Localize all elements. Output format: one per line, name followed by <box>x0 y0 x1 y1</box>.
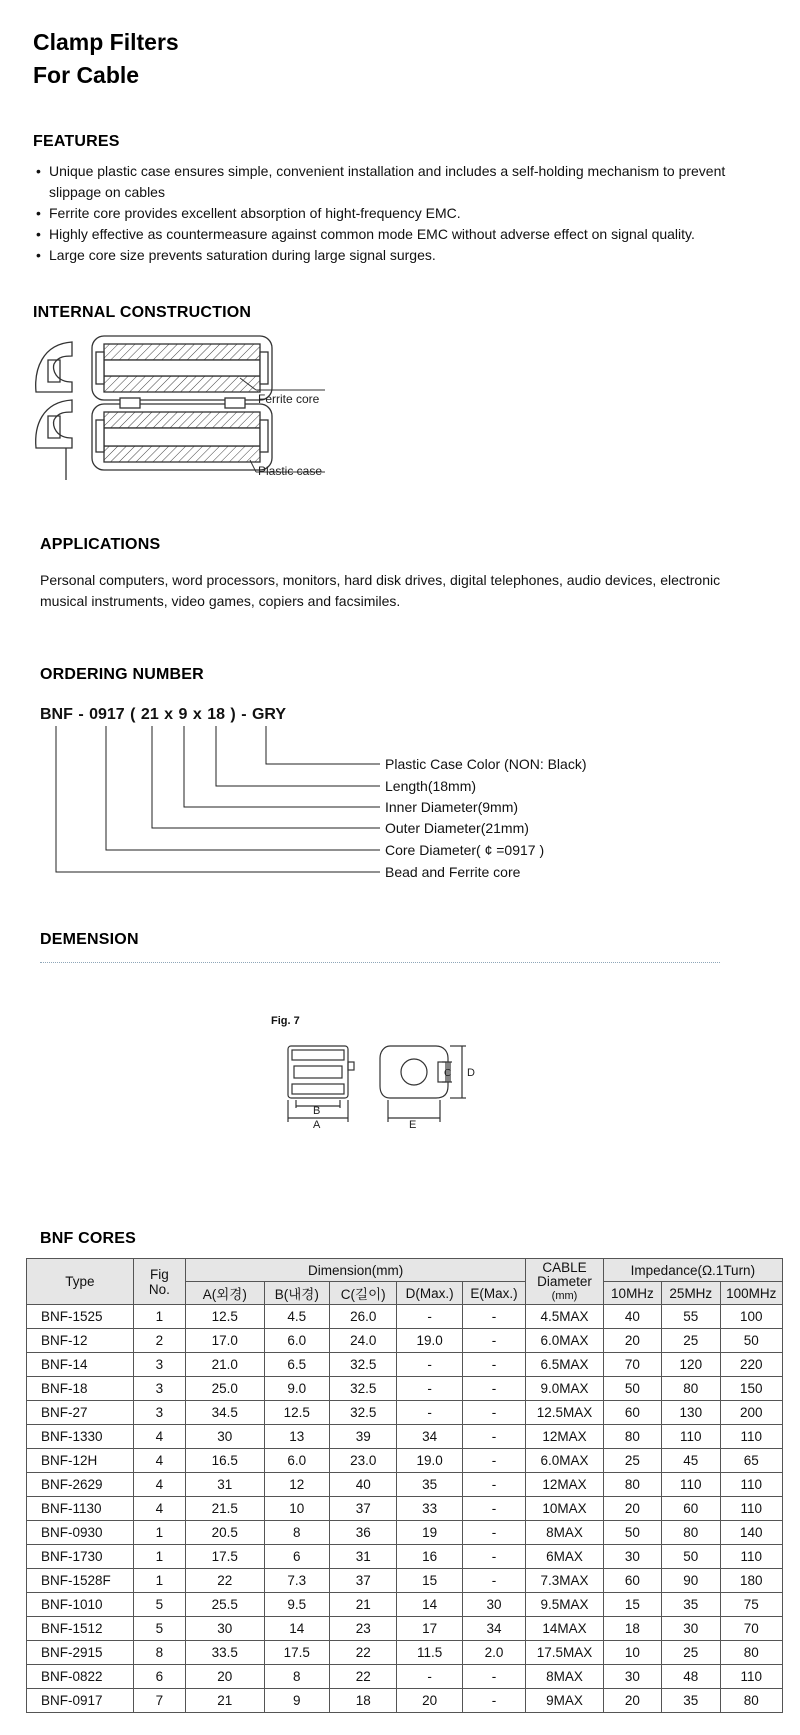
table-row <box>27 1305 783 1329</box>
table-cell: 20 <box>603 1329 661 1353</box>
col-header-dimension: Dimension(mm) <box>186 1259 526 1282</box>
table-cell: 32.5 <box>329 1377 396 1401</box>
features-list <box>36 161 746 266</box>
table-cell: 31 <box>186 1473 265 1497</box>
table-cell: 8MAX <box>526 1521 604 1545</box>
col-header-dim-a: A(외경) <box>186 1282 265 1305</box>
table-cell: 16 <box>397 1545 462 1569</box>
table-cell: 12.5MAX <box>526 1401 604 1425</box>
table-cell: 6MAX <box>526 1545 604 1569</box>
table-cell: - <box>397 1401 462 1425</box>
table-cell: 45 <box>662 1449 720 1473</box>
core-type-cell: BNF-0917 <box>27 1689 134 1713</box>
table-cell: 40 <box>329 1473 396 1497</box>
core-type-cell: BNF-1130 <box>27 1497 134 1521</box>
page-title-line-1: Clamp Filters <box>33 29 179 55</box>
table-cell: 7.3MAX <box>526 1569 604 1593</box>
table-cell: 14 <box>264 1617 329 1641</box>
table-cell: - <box>462 1665 525 1689</box>
dim-letter-d: D <box>467 1067 475 1079</box>
page-title <box>33 26 179 92</box>
feature-item: • Unique plastic case ensures simple, convenient installation and includes a self-holding mechanism to prevent slippage on cables <box>36 161 746 203</box>
table-row <box>27 1401 783 1425</box>
table-cell: 3 <box>133 1353 185 1377</box>
table-cell: 1 <box>133 1569 185 1593</box>
table-cell: 4 <box>133 1473 185 1497</box>
core-type-cell: BNF-0822 <box>27 1665 134 1689</box>
table-cell: 33 <box>397 1497 462 1521</box>
table-cell: 1 <box>133 1545 185 1569</box>
table-cell: 180 <box>720 1569 783 1593</box>
table-cell: 20 <box>603 1497 661 1521</box>
table-cell: - <box>462 1521 525 1545</box>
table-cell: 7 <box>133 1689 185 1713</box>
feature-item: • Large core size prevents saturation during large signal surges. <box>36 245 746 266</box>
core-type-cell: BNF-0930 <box>27 1521 134 1545</box>
table-cell: 18 <box>603 1617 661 1641</box>
col-header-10mhz: 10MHz <box>603 1282 661 1305</box>
table-cell: - <box>462 1377 525 1401</box>
table-row <box>27 1473 783 1497</box>
core-type-cell: BNF-12H <box>27 1449 134 1473</box>
feature-item: • Highly effective as countermeasure against common mode EMC without adverse effect on signal quality. <box>36 224 746 245</box>
table-cell: 15 <box>603 1593 661 1617</box>
table-cell: 60 <box>603 1569 661 1593</box>
core-type-cell: BNF-12 <box>27 1329 134 1353</box>
table-cell: 25.5 <box>186 1593 265 1617</box>
core-type-cell: BNF-27 <box>27 1401 134 1425</box>
table-cell: 110 <box>720 1665 783 1689</box>
table-cell: 20.5 <box>186 1521 265 1545</box>
table-cell: 110 <box>720 1545 783 1569</box>
table-cell: 35 <box>662 1593 720 1617</box>
table-cell: 30 <box>462 1593 525 1617</box>
core-type-cell: BNF-2915 <box>27 1641 134 1665</box>
dim-letter-e: E <box>409 1119 417 1131</box>
table-cell: 24.0 <box>329 1329 396 1353</box>
table-cell: 4.5MAX <box>526 1305 604 1329</box>
table-cell: 80 <box>662 1377 720 1401</box>
table-cell: 25 <box>603 1449 661 1473</box>
table-cell: 6.0 <box>264 1329 329 1353</box>
table-cell: 50 <box>720 1329 783 1353</box>
table-cell: - <box>462 1473 525 1497</box>
page-title-line-2: For Cable <box>33 62 140 88</box>
label-plastic-case: Plastic case <box>258 464 323 478</box>
table-cell: 17 <box>397 1617 462 1641</box>
table-row <box>27 1617 783 1641</box>
table-cell: 110 <box>720 1473 783 1497</box>
core-type-cell: BNF-2629 <box>27 1473 134 1497</box>
features-heading: FEATURES <box>33 133 120 150</box>
table-cell: 30 <box>186 1425 265 1449</box>
table-cell: 4 <box>133 1497 185 1521</box>
fig-label: Fig. 7 <box>271 1015 300 1027</box>
construction-heading: INTERNAL CONSTRUCTION <box>33 304 252 321</box>
col-header-25mhz: 25MHz <box>662 1282 720 1305</box>
table-cell: - <box>462 1497 525 1521</box>
table-cell: 40 <box>603 1305 661 1329</box>
table-cell: 30 <box>662 1617 720 1641</box>
table-cell: 110 <box>720 1425 783 1449</box>
table-cell: 10 <box>603 1641 661 1665</box>
table-cell: 32.5 <box>329 1401 396 1425</box>
table-cell: 80 <box>662 1521 720 1545</box>
table-row <box>27 1641 783 1665</box>
order-label-length: Length(18mm) <box>385 778 477 794</box>
table-cell: 48 <box>662 1665 720 1689</box>
table-cell: 50 <box>603 1521 661 1545</box>
table-row <box>27 1377 783 1401</box>
table-cell: - <box>462 1305 525 1329</box>
table-row <box>27 1425 783 1449</box>
table-cell: 6.0 <box>264 1449 329 1473</box>
table-cell: 19 <box>397 1521 462 1545</box>
table-cell: - <box>462 1353 525 1377</box>
table-cell: - <box>462 1449 525 1473</box>
table-cell: 10 <box>264 1497 329 1521</box>
core-type-cell: BNF-18 <box>27 1377 134 1401</box>
table-cell: - <box>462 1329 525 1353</box>
table-cell: 34 <box>462 1617 525 1641</box>
table-cell: - <box>462 1425 525 1449</box>
table-cell: 16.5 <box>186 1449 265 1473</box>
table-cell: 14 <box>397 1593 462 1617</box>
table-cell: 37 <box>329 1569 396 1593</box>
table-cell: 80 <box>720 1689 783 1713</box>
table-cell: 39 <box>329 1425 396 1449</box>
order-label-inner-diameter: Inner Diameter(9mm) <box>385 799 519 815</box>
table-cell: - <box>397 1353 462 1377</box>
table-row <box>27 1545 783 1569</box>
table-cell: 200 <box>720 1401 783 1425</box>
core-type-cell: BNF-14 <box>27 1353 134 1377</box>
table-cell: 5 <box>133 1617 185 1641</box>
table-cell: 25.0 <box>186 1377 265 1401</box>
applications-text: Personal computers, word processors, monitors, hard disk drives, digital telephones, audio devices, electronic musical instruments, video games, copiers and facsimiles. <box>40 572 721 609</box>
col-header-dim-d: D(Max.) <box>397 1282 462 1305</box>
core-type-cell: BNF-1512 <box>27 1617 134 1641</box>
table-cell: 14MAX <box>526 1617 604 1641</box>
table-cell: 36 <box>329 1521 396 1545</box>
col-header-dim-c: C(길이) <box>329 1282 396 1305</box>
table-cell: 100 <box>720 1305 783 1329</box>
table-cell: 21 <box>186 1689 265 1713</box>
table-cell: 20 <box>186 1665 265 1689</box>
table-cell: 35 <box>662 1689 720 1713</box>
table-cell: 19.0 <box>397 1449 462 1473</box>
table-cell: - <box>397 1377 462 1401</box>
table-cell: 90 <box>662 1569 720 1593</box>
table-cell: 19.0 <box>397 1329 462 1353</box>
table-cell: 130 <box>662 1401 720 1425</box>
table-cell: 17.5MAX <box>526 1641 604 1665</box>
table-cell: 110 <box>720 1497 783 1521</box>
ordering-leader-lines <box>40 724 400 884</box>
table-cell: 35 <box>397 1473 462 1497</box>
table-cell: 9 <box>264 1689 329 1713</box>
table-cell: 22 <box>329 1641 396 1665</box>
fig7-drawing <box>266 1010 496 1140</box>
table-cell: 120 <box>662 1353 720 1377</box>
table-cell: 9MAX <box>526 1689 604 1713</box>
core-type-cell: BNF-1730 <box>27 1545 134 1569</box>
fig7-side-view <box>380 1046 466 1122</box>
table-cell: 70 <box>603 1353 661 1377</box>
dim-letter-a: A <box>313 1119 321 1131</box>
table-cell: 17.5 <box>264 1641 329 1665</box>
table-cell: 6 <box>264 1545 329 1569</box>
table-cell: 34 <box>397 1425 462 1449</box>
table-cell: 6.5 <box>264 1353 329 1377</box>
cores-table <box>26 1258 783 1713</box>
core-type-cell: BNF-1528F <box>27 1569 134 1593</box>
side-view-bottom <box>36 400 72 480</box>
table-cell: 70 <box>720 1617 783 1641</box>
core-type-cell: BNF-1010 <box>27 1593 134 1617</box>
table-cell: 12.5 <box>186 1305 265 1329</box>
table-cell: 6.0MAX <box>526 1449 604 1473</box>
table-cell: 12MAX <box>526 1473 604 1497</box>
ordering-heading: ORDERING NUMBER <box>40 666 204 683</box>
table-cell: 2.0 <box>462 1641 525 1665</box>
table-cell: 23.0 <box>329 1449 396 1473</box>
table-cell: 26.0 <box>329 1305 396 1329</box>
table-row <box>27 1521 783 1545</box>
table-cell: 12 <box>264 1473 329 1497</box>
table-cell: 50 <box>662 1545 720 1569</box>
case-bottom <box>92 398 272 470</box>
table-cell: 13 <box>264 1425 329 1449</box>
dim-letter-b: B <box>313 1105 321 1117</box>
cores-table-body <box>27 1305 783 1713</box>
table-cell: 1 <box>133 1521 185 1545</box>
order-label-outer-diameter: Outer Diameter(21mm) <box>385 820 529 836</box>
table-cell: 8 <box>264 1665 329 1689</box>
table-cell: 20 <box>603 1689 661 1713</box>
table-cell: 20 <box>397 1689 462 1713</box>
table-cell: 30 <box>186 1617 265 1641</box>
table-cell: 17.5 <box>186 1545 265 1569</box>
table-cell: 11.5 <box>397 1641 462 1665</box>
table-row <box>27 1689 783 1713</box>
table-cell: 55 <box>662 1305 720 1329</box>
table-cell: 10MAX <box>526 1497 604 1521</box>
col-header-fig: Fig No. <box>133 1259 185 1305</box>
label-ferrite-core: Ferrite core <box>258 392 320 406</box>
table-row <box>27 1353 783 1377</box>
table-cell: 22 <box>329 1665 396 1689</box>
col-header-impedance: Impedance(Ω.1Turn) <box>603 1259 782 1282</box>
core-type-cell: BNF-1330 <box>27 1425 134 1449</box>
table-cell: - <box>462 1569 525 1593</box>
table-cell: 1 <box>133 1305 185 1329</box>
table-row <box>27 1329 783 1353</box>
table-cell: 2 <box>133 1329 185 1353</box>
table-cell: 15 <box>397 1569 462 1593</box>
table-row <box>27 1569 783 1593</box>
table-cell: 18 <box>329 1689 396 1713</box>
table-cell: 4 <box>133 1449 185 1473</box>
table-cell: 6.0MAX <box>526 1329 604 1353</box>
table-cell: 80 <box>720 1641 783 1665</box>
table-cell: 9.5 <box>264 1593 329 1617</box>
table-cell: 25 <box>662 1329 720 1353</box>
table-row <box>27 1449 783 1473</box>
table-cell: 21.0 <box>186 1353 265 1377</box>
table-cell: 4 <box>133 1425 185 1449</box>
table-cell: 6.5MAX <box>526 1353 604 1377</box>
applications-heading: APPLICATIONS <box>40 536 161 553</box>
table-cell: 21.5 <box>186 1497 265 1521</box>
table-cell: 5 <box>133 1593 185 1617</box>
table-cell: - <box>462 1401 525 1425</box>
table-row <box>27 1497 783 1521</box>
table-cell: 50 <box>603 1377 661 1401</box>
construction-drawing <box>30 330 350 490</box>
table-cell: 17.0 <box>186 1329 265 1353</box>
ordering-code: BNF - 0917 ( 21 x 9 x 18 ) - GRY <box>40 706 287 723</box>
cores-heading: BNF CORES <box>40 1230 137 1247</box>
table-cell: 33.5 <box>186 1641 265 1665</box>
side-view-top <box>36 342 72 392</box>
table-cell: 30 <box>603 1545 661 1569</box>
table-cell: 31 <box>329 1545 396 1569</box>
table-cell: 8 <box>133 1641 185 1665</box>
table-cell: 4.5 <box>264 1305 329 1329</box>
table-cell: 8MAX <box>526 1665 604 1689</box>
feature-item: • Ferrite core provides excellent absorption of hight-frequency EMC. <box>36 203 746 224</box>
table-cell: 21 <box>329 1593 396 1617</box>
table-cell: 6 <box>133 1665 185 1689</box>
table-cell: 23 <box>329 1617 396 1641</box>
table-row <box>27 1593 783 1617</box>
fig7-front-view <box>288 1046 354 1122</box>
dimension-heading: DEMENSION <box>40 931 139 948</box>
table-row <box>27 1665 783 1689</box>
table-cell: 32.5 <box>329 1353 396 1377</box>
table-cell: 80 <box>603 1425 661 1449</box>
table-cell: 220 <box>720 1353 783 1377</box>
table-cell: 8 <box>264 1521 329 1545</box>
table-cell: 3 <box>133 1401 185 1425</box>
case-top <box>92 336 272 400</box>
col-header-dim-e: E(Max.) <box>462 1282 525 1305</box>
table-cell: - <box>397 1305 462 1329</box>
dotted-divider <box>40 962 720 963</box>
table-cell: 110 <box>662 1473 720 1497</box>
table-cell: 65 <box>720 1449 783 1473</box>
table-cell: 150 <box>720 1377 783 1401</box>
table-cell: - <box>462 1689 525 1713</box>
order-label-case-color: Plastic Case Color (NON: Black) <box>385 756 587 772</box>
dim-letter-c: C <box>444 1068 452 1079</box>
table-cell: 12.5 <box>264 1401 329 1425</box>
table-cell: 3 <box>133 1377 185 1401</box>
table-cell: 60 <box>603 1401 661 1425</box>
table-cell: 25 <box>662 1641 720 1665</box>
table-cell: 34.5 <box>186 1401 265 1425</box>
table-cell: 7.3 <box>264 1569 329 1593</box>
table-cell: 9.5MAX <box>526 1593 604 1617</box>
order-label-bead-ferrite: Bead and Ferrite core <box>385 864 521 880</box>
col-header-dim-b: B(내경) <box>264 1282 329 1305</box>
order-label-core-diameter: Core Diameter( ¢ =0917 ) <box>385 842 545 858</box>
table-cell: - <box>397 1665 462 1689</box>
table-cell: 60 <box>662 1497 720 1521</box>
table-cell: 9.0 <box>264 1377 329 1401</box>
table-cell: 9.0MAX <box>526 1377 604 1401</box>
col-header-100mhz: 100MHz <box>720 1282 783 1305</box>
table-cell: 30 <box>603 1665 661 1689</box>
table-cell: 75 <box>720 1593 783 1617</box>
col-header-cable: CABLE Diameter (mm) <box>526 1259 604 1305</box>
table-cell: 140 <box>720 1521 783 1545</box>
table-cell: 80 <box>603 1473 661 1497</box>
table-cell: 37 <box>329 1497 396 1521</box>
col-header-type: Type <box>27 1259 134 1305</box>
table-cell: 22 <box>186 1569 265 1593</box>
table-cell: 12MAX <box>526 1425 604 1449</box>
table-cell: 110 <box>662 1425 720 1449</box>
table-cell: - <box>462 1545 525 1569</box>
core-type-cell: BNF-1525 <box>27 1305 134 1329</box>
